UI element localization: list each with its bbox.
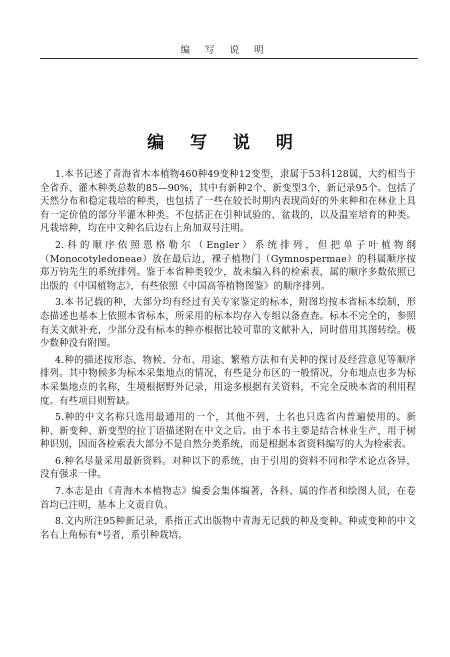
body-text <box>40 168 416 545</box>
paragraph-5: 5.种的中文名称只选用最通用的一个，其他不列，土名也只选省内普遍使用的。新种、新变种、新变型的拉丁语描述附在中文之后。由于本书主要是结合林业生产，用于树种识别，因而各检索表大部分不是自然分类系统，而是根据本省资料编写的人为检索表。 <box>40 412 416 451</box>
paragraph-2: 2.科的顺序依照恩格勒尔（Engler）系统排列，但把单子叶植物纲（Monocotyledoneae）放在最后边，裸子植物门（Gymnospermae）的科属顺序按郑万钧先生的系统排列。鉴于本省种类较少，故未编入科的检索表，属的顺序多数依照已出版的《中国植物志》，有些依照《中国高等植物图鉴》的顺序排列。 <box>40 239 416 292</box>
paragraph-1: 1.本书记述了青海省木本植物460种49变种12变型，隶属于53科128属，大约相当于全省乔、灌木种类总数的85—90%，其中有新种2个、新变型3个，新记录95个。包括了天然分布和稳定栽培的种类，也包括了一些在较长时期内表现尚好的外来种和在林业上具有一定价值的部分半灌木种类。不包括正在引种试验的、盆栽的，以及温室培育的种类。凡栽培种，均在中文种名后边右上角加双号注明。 <box>40 169 416 235</box>
paragraph-6: 6.种名尽量采用最新资料。对种以下的系统，由于引用的资料不同和学术论点各异，没有强求一律。 <box>40 455 416 481</box>
paragraph-8: 8.文内所注95种新记录，系指正式出版物中青海无记载的种及变种。种或变种的中文名右上角标有*号者，系引种栽培。 <box>40 516 416 541</box>
paragraph-3: 3.本书记载的种，大部分均有经过有关专家鉴定的标本，附图均按本省标本绘制，形态描述也基本上依照本省标本，所采用的标本均存入专组以备查查。标本不完全的，参照有关文献补充，少部分没有标本的种亦根据比较可靠的文献补入，同时借用其图转绘。极少数种没有附图。 <box>40 297 416 350</box>
paragraph-4: 4.种的描述按形态、物候、分布、用途、繁殖方法和有关种的探讨及经营意见等顺序排列。其中物候多为标本采集地点的情况，有些是分布区的一般情况，分布地点也多为标本采集地点的名称，生境根据野外记录，用途多根据有关资料，不完全反映本省的利用程度。有些项目则暂缺。 <box>40 354 416 407</box>
header-rule <box>40 58 418 59</box>
page-title: 编 写 说 明 <box>147 133 303 153</box>
paragraph-7: 7.本志是由《青海木本植物志》编委会集体编著，各科、属的作者和绘图人员，在卷首均已注明，基本上文责自负。 <box>40 486 416 511</box>
running-head: 编 写 说 明 <box>180 45 270 56</box>
